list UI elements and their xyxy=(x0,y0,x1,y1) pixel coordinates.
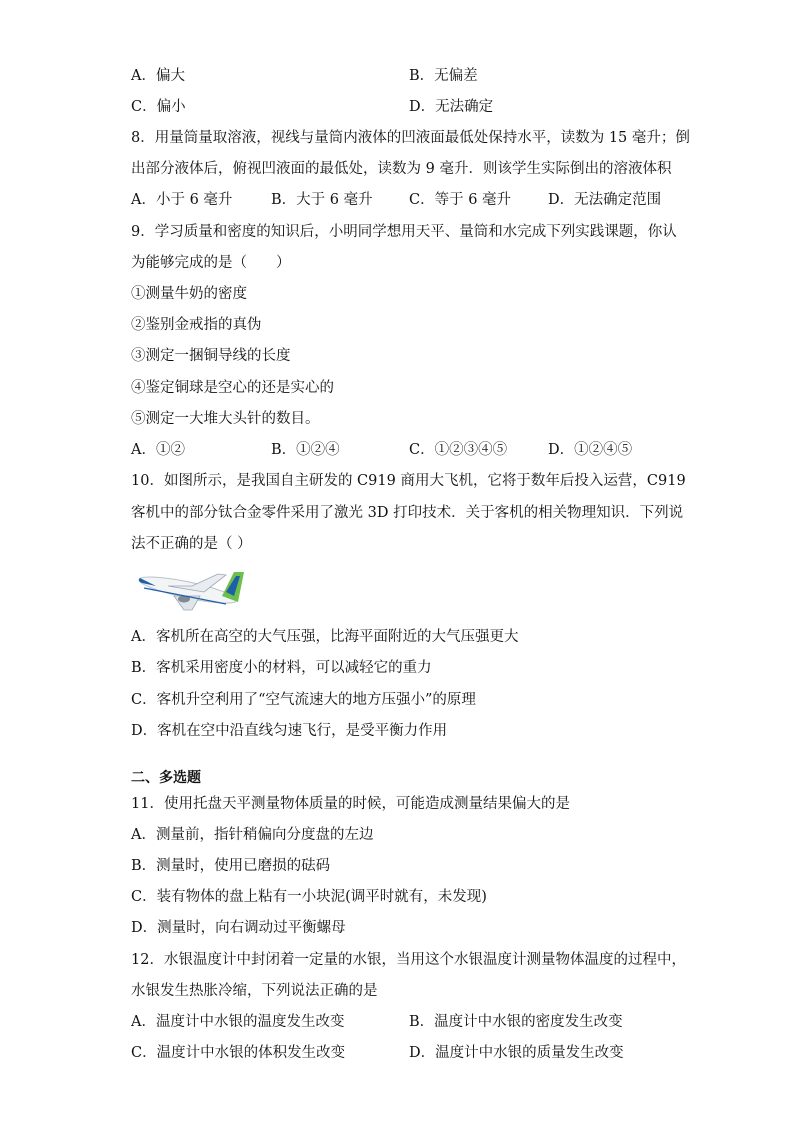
section-title: 二、多选题 xyxy=(131,770,201,786)
q10-stem-line2: 客机中的部分钛合金零件采用了激光 3D 打印技术．关于客机的相关物理知识．下列说 xyxy=(131,505,684,521)
q10-stem-line3: 法不正确的是（ ） xyxy=(131,536,252,552)
q7-option-b: B．无偏差 xyxy=(409,68,478,84)
q12-option-c: C．温度计中水银的体积发生改变 xyxy=(131,1045,346,1061)
q10-stem-line1: 10．如图所示，是我国自主研发的 C919 商用大飞机，它将于数年后投入运营，C919 xyxy=(131,473,686,489)
q9-option-b: B．①②④ xyxy=(271,442,340,458)
q12-option-a: A．温度计中水银的温度发生改变 xyxy=(131,1014,345,1030)
q7-option-a: A．偏大 xyxy=(131,68,185,84)
q11-option-c: C．装有物体的盘上粘有一小块泥(调平时就有，未发现) xyxy=(131,889,487,905)
q10-option-a: A．客机所在高空的大气压强，比海平面附近的大气压强更大 xyxy=(131,629,519,645)
q7-option-c: C．偏小 xyxy=(131,99,186,115)
q9-item-3: ③测定一捆铜导线的长度 xyxy=(131,348,291,364)
q10-option-d: D．客机在空中沿直线匀速飞行，是受平衡力作用 xyxy=(131,723,448,739)
q11-option-a: A．测量前，指针稍偏向分度盘的左边 xyxy=(131,827,374,843)
q9-stem-line1: 9．学习质量和密度的知识后，小明同学想用天平、量筒和水完成下列实践课题，你认 xyxy=(131,224,677,240)
q8-stem-line1: 8．用量筒量取溶液，视线与量筒内液体的凹液面最低处保持水平，读数为 15 毫升；倒 xyxy=(131,130,690,146)
q9-stem-line2: 为能够完成的是（ ） xyxy=(131,255,291,271)
q9-option-a: A．①② xyxy=(131,442,185,458)
q8-option-c: C．等于 6 毫升 xyxy=(409,192,512,208)
q8-option-b: B．大于 6 毫升 xyxy=(271,192,373,208)
q9-option-c: C．①②③④⑤ xyxy=(409,442,508,458)
q10-option-c: C．客机升空利用了“空气流速大的地方压强小”的原理 xyxy=(131,692,476,708)
q11-option-b: B．测量时，使用已磨损的砝码 xyxy=(131,858,331,874)
q9-item-5: ⑤测定一大堆大头针的数目。 xyxy=(131,411,320,427)
q10-option-b: B．客机采用密度小的材料，可以减轻它的重力 xyxy=(131,660,432,676)
q8-option-a: A．小于 6 毫升 xyxy=(131,192,233,208)
q8-stem-line2: 出部分液体后，俯视凹液面的最低处，读数为 9 毫升．则该学生实际倒出的溶液体积 xyxy=(131,161,672,177)
airplane-image xyxy=(134,566,246,614)
q7-option-d: D．无法确定 xyxy=(409,99,494,115)
q12-stem-line2: 水银发生热胀冷缩，下列说法正确的是 xyxy=(131,983,378,999)
q12-option-b: B．温度计中水银的密度发生改变 xyxy=(409,1014,623,1030)
q12-stem-line1: 12．水银温度计中封闭着一定量的水银，当用这个水银温度计测量物体温度的过程中， xyxy=(131,952,686,968)
q11-stem: 11．使用托盘天平测量物体质量的时候，可能造成测量结果偏大的是 xyxy=(131,796,570,812)
q8-option-d: D．无法确定范围 xyxy=(548,192,662,208)
q9-item-2: ②鉴别金戒指的真伪 xyxy=(131,317,262,333)
q11-option-d: D．测量时，向右调动过平衡螺母 xyxy=(131,920,346,936)
q9-item-1: ①测量牛奶的密度 xyxy=(131,286,247,302)
q9-option-d: D．①②④⑤ xyxy=(548,442,633,458)
q12-option-d: D．温度计中水银的质量发生改变 xyxy=(409,1045,624,1061)
q9-item-4: ④鉴定铜球是空心的还是实心的 xyxy=(131,380,334,396)
